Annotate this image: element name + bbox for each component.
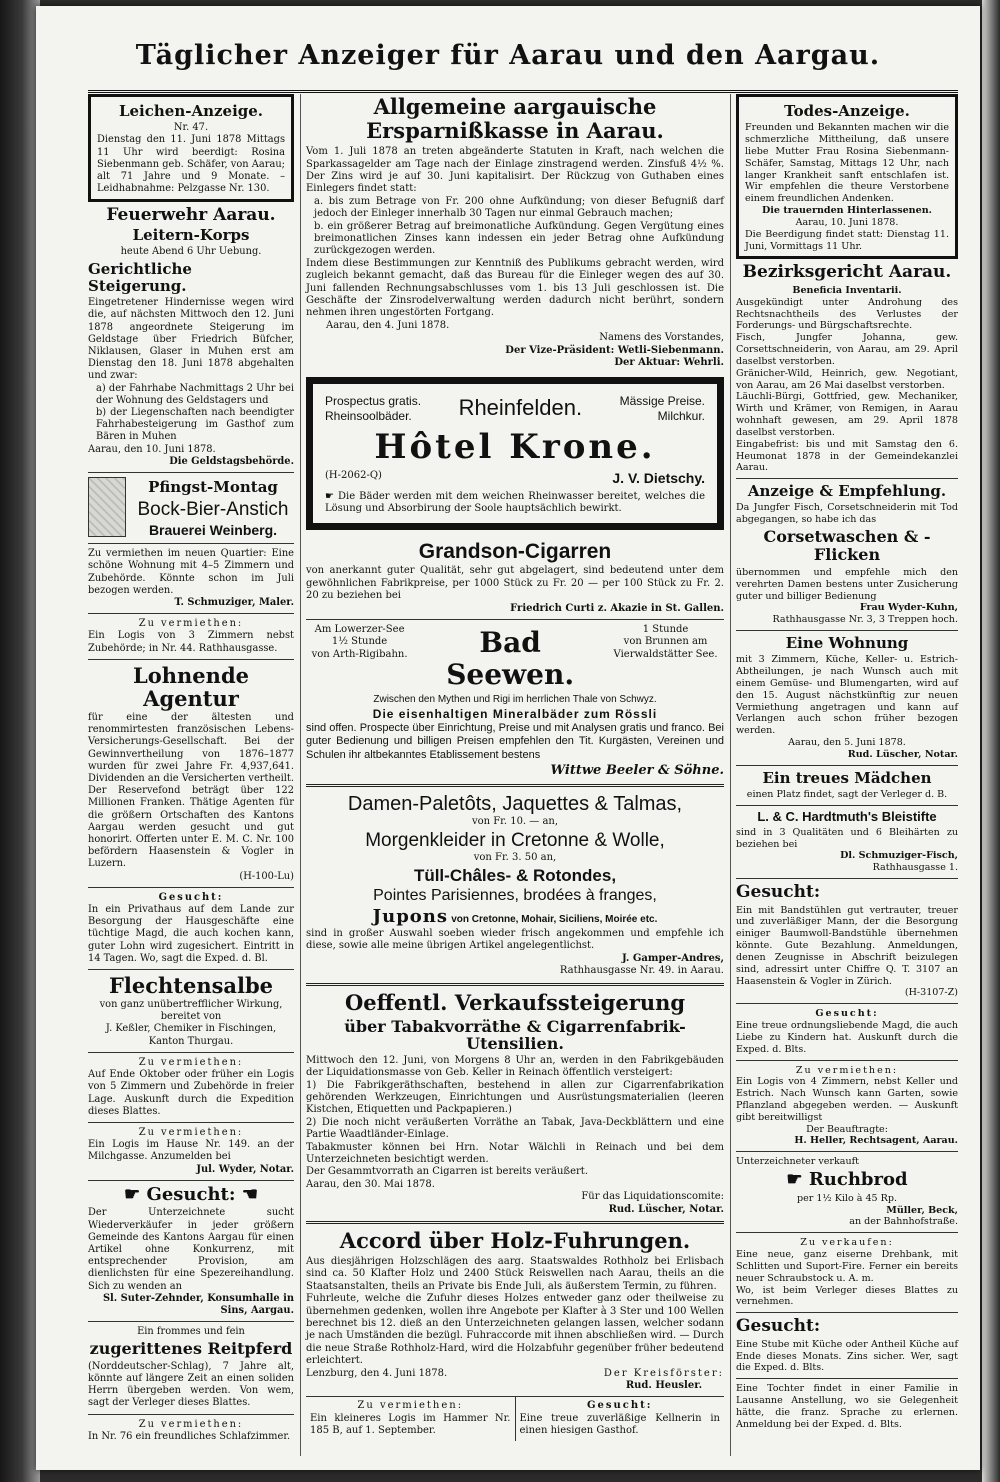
- damen-title3: Tüll-Châles- & Rotondes,: [413, 865, 617, 885]
- verkauf-s1: Für das Liquidationscomite:: [581, 1191, 724, 1203]
- gesucht3-ref: (H-3107-Z): [904, 987, 958, 999]
- verkaufen-title: Zu verkaufen:: [800, 1237, 894, 1249]
- divider: [736, 1312, 958, 1313]
- bock-bier-ad: [88, 477, 294, 539]
- gesucht2-text: Der Unterzeichnete sucht Wiederverkäufer in jeder größern Gemeinde des Kantons Aargau für einen Artikel ohne Konkurrenz, mit entsprechender Provision, am dienlichsten für eine Spezereihandlung. Sich zu wenden an: [88, 1207, 294, 1292]
- ersparnis-text2: Indem diese Bestimmungen zur Kenntniß des Publikums gebracht werden, wird zugleich bekannt gemacht, daß das Bureau für die Einleger wegen des auf 30. Juni fallenden Rechnungsabschlusses vom 1. bis 13 Juli geschlossen ist. Die Geschäfte der Zinsrodelverwaltung werden dadurch nicht berührt, sondern nehmen ihren ungestörten Fortgang.: [306, 257, 724, 319]
- verkaufen-text: Eine neue, ganz eiserne Drehbank, mit Schlitten und Suport-Fire. Ferner ein bereits neuer Schraubstock u. A. m.: [736, 1249, 958, 1284]
- feuerwehr-text: heute Abend 6 Uhr Uebung.: [120, 246, 262, 258]
- accord-s2: Rud. Heusler.: [625, 1380, 703, 1391]
- damen-text: sind in großer Auswahl soeben wieder frisch angekommen und empfehle ich diese, sowie alle meine übrigen Artikel angelegentlichst.: [306, 927, 724, 952]
- divider: [736, 765, 958, 766]
- bl-text: Ein kleineres Logis im Hammer Nr. 185 B, auf 1. September.: [310, 1412, 511, 1437]
- divider: [736, 1151, 958, 1152]
- agentur-title: Lohnende Agentur: [133, 662, 249, 711]
- reitpferd-title: zugerittenes Reitpferd: [89, 1339, 293, 1359]
- divider: [88, 1414, 294, 1415]
- feuerwehr-title: Feuerwehr Aarau.: [106, 205, 276, 226]
- bezirk-p2: Gränicher-Wild, Heinrich, gew. Negotiant, von Aarau, am 26 Mai daselbst verstorben.: [736, 367, 958, 391]
- bock-subtitle: Bock-Bier-Anstich: [137, 499, 289, 521]
- seewen-right: [607, 624, 724, 661]
- divider: [736, 478, 958, 479]
- gesucht3-title: Gesucht:: [736, 882, 821, 903]
- damen-title: Damen-Paletôts, Jaquettes & Talmas,: [347, 792, 683, 815]
- damen-addr: Rathhausgasse Nr. 49. in Aarau.: [559, 965, 724, 977]
- krone-left: [325, 394, 421, 424]
- bleistift-sign: Dl. Schmuziger-Fisch,: [840, 850, 958, 862]
- damen-title4: Pointes Parisiennes, brodées à franges,: [373, 886, 657, 904]
- divider: [306, 983, 724, 986]
- wohnung-text: mit 3 Zimmern, Küche, Keller- u. Estrich-Abtheilungen, je nach Wunsch auch mit einem Gemüse- und Blumengarten, wird auf den 15. August nächstkünftig zur neuen Vermiethung angetragen und kann auf Verlangen auch schon früher bezogen werden.: [736, 654, 958, 737]
- accord-footer: [306, 1368, 724, 1393]
- ruchbrod-sign: Müller, Beck,: [886, 1204, 958, 1216]
- todes-date: Aarau, 10. Juni 1878.: [795, 216, 899, 228]
- bottom-right-ad: [515, 1397, 725, 1440]
- anzeige-sign: Frau Wyder-Kuhn,: [859, 602, 958, 614]
- br-text: Eine treue zuverläßige Kellnerin in einen hiesigen Gasthof.: [519, 1412, 720, 1437]
- maedchen-title: Ein treues Mädchen: [762, 768, 932, 787]
- seewen-r3: Vierwaldstätter See.: [613, 648, 718, 660]
- divider: [88, 543, 294, 544]
- quartier-sign: T. Schmuziger, Maler.: [174, 596, 294, 608]
- seewen-head: Die eisenhaltigen Mineralbäder zum Rössli: [372, 706, 658, 721]
- gesucht1-title: Gesucht:: [158, 891, 224, 903]
- krone-owner: J. V. Dietschy.: [612, 470, 705, 487]
- logis3-title: Zu vermiethen:: [138, 1126, 244, 1138]
- divider: [88, 969, 294, 970]
- krone-center: Rheinfelden.: [458, 395, 583, 421]
- masthead: Täglicher Anzeiger für Aarau und den Aargau.: [135, 40, 881, 71]
- bleistift-text: sind in 3 Qualitäten und 6 Bleihärten zu beziehen bei: [736, 826, 958, 850]
- verkauf-p4: Der Gesammtvorrath an Cigarren ist bereits veräußert.: [306, 1166, 588, 1178]
- logis3-text: Ein Logis im Hause Nr. 149. an der Milchgasse. Anzumelden bei: [88, 1139, 294, 1163]
- bezirk-title: Bezirksgericht Aarau.: [742, 262, 952, 283]
- seewen-left: [306, 624, 413, 661]
- column-center: [306, 92, 724, 1441]
- divider: [736, 630, 958, 631]
- br-title: Gesucht:: [587, 1400, 653, 1412]
- krone-right: [620, 394, 705, 424]
- ersparnis-s2: Der Vize-Präsident: Wetli-Siebenmann.: [505, 344, 724, 356]
- verkauf-p2: 2) Die noch nicht veräußerten Vorräthe an Tabak, Java-Deckblättern und eine Partie Waadtländer-Einlage.: [306, 1116, 724, 1141]
- seewen-l3: von Arth-Rigibahn.: [311, 648, 408, 660]
- ersparnis-a: a. bis zum Betrage von Fr. 200 ohne Aufkündung; von dieser Befugniß darf jedoch der Einleger innerhalb 30 Tagen nur einmal Gebrauch machen;: [314, 195, 724, 220]
- krone-subline: [325, 470, 705, 487]
- verkauf-date: Aarau, den 30. Mai 1878.: [306, 1178, 435, 1190]
- pointing-hand-left-icon: ☚: [241, 1183, 258, 1205]
- newspaper-page: [36, 6, 980, 1470]
- column-left: [88, 92, 294, 1443]
- damen-p1: von Fr. 10. — an,: [471, 816, 559, 828]
- gesucht5-title: Gesucht:: [736, 1316, 821, 1337]
- todes-anzeige: [736, 94, 958, 259]
- krone-right2: Milchkur.: [657, 409, 705, 424]
- accord-title: Accord über Holz-Fuhrungen.: [339, 1227, 691, 1253]
- bezirk-p1: Fisch, Jungfer Johanna, gew. Corsettschneiderin, von Aarau, am 29. April daselbst verstorben.: [736, 332, 958, 367]
- ersparnis-title: Allgemeine aargauische Ersparnißkasse in Aarau.: [366, 94, 664, 144]
- accord-text2: Fuhrleute, welche die Zufuhr dieses Holzes entweder ganz oder theilweise zu übernehmen gedenken, wollen ihre Angebote per Klafter à 3 Ster und 100 Wellen berechnet bis 12. dieß an den Unterzeichneten gelangen lassen, welcher sodann je nach Umständen die bezügl. Fuhraccorde mit ihnen abschließen wird. — Durch die neue Straße Rothholz-Hard, wird die Holzabfuhr gegenüber früher bedeutend erleichtert.: [306, 1293, 724, 1367]
- pointing-hand-right-icon: ☛: [124, 1183, 141, 1205]
- todes-sign: Die trauernden Hinterlassenen.: [762, 205, 932, 217]
- accord-sign: [604, 1368, 724, 1393]
- divider: [88, 1180, 294, 1181]
- anzeige-addr: Rathhausgasse Nr. 3, 3 Treppen hoch.: [772, 614, 958, 626]
- verkaufen-text2: Wo, ist beim Verleger dieses Blattes zu vernehmen.: [736, 1284, 958, 1308]
- gesucht2-sign: Sl. Suter-Zehnder, Konsumhalle in Sins, Aargau.: [102, 1292, 294, 1317]
- logis3-sign: Jul. Wyder, Notar.: [196, 1163, 294, 1175]
- anzeige-title: Anzeige & Empfehlung.: [747, 482, 947, 501]
- accord-date: Lenzburg, den 4. Juni 1878.: [306, 1367, 448, 1379]
- ersparnis-text: Vom 1. Juli 1878 an treten abgeänderte Statuten in Kraft, nach welchen die Sparkassagelder am Tage nach der Einlage zinstragend werden. Zinsfuß 4½ %. Der Zins wird je auf 30. Juni kapitalisirt. Der Rückzug von Guthaben eines Einlegers findet statt:: [306, 146, 724, 195]
- bl-title: Zu vermiethen:: [357, 1400, 464, 1412]
- column-rule-1: [300, 94, 301, 1456]
- anzeige-text: Da Jungfer Fisch, Corsetschneiderin mit Tod abgegangen, so habe ich das: [736, 502, 958, 526]
- divider: [88, 1052, 294, 1053]
- seewen-sign: Wittwe Beeler & Söhne.: [550, 762, 724, 778]
- maedchen-text: einen Platz findet, sagt der Verleger d. B.: [746, 788, 948, 800]
- quartier-text: Zu vermiethen im neuen Quartier: Eine schöne Wohnung mit 4–5 Zimmern und Zubehörde. Könnte schon im Juli bezogen werden.: [88, 548, 294, 596]
- gesucht2-title: Gesucht:: [146, 1183, 236, 1205]
- bock-title: Pfingst-Montag: [148, 477, 278, 496]
- divider: [736, 878, 958, 879]
- ruchbrod-title: Ruchbrod: [808, 1169, 908, 1191]
- verkauf-s2: Rud. Lüscher, Notar.: [608, 1203, 724, 1215]
- steigerung-a: a) der Fahrhabe Nachmittags 2 Uhr bei der Wohnung des Geldstagers und: [96, 382, 294, 406]
- verkauf-title: Oeffentl. Verkaufssteigerung: [344, 989, 686, 1015]
- ersparnis-b: b. ein größerer Betrag auf breimonatliche Aufkündung. Gegen Vergütung eines breimonatlichen Zinses kann indessen ein jeder Betrag ohne Aufkündung zurückgezogen werden.: [314, 220, 724, 257]
- verkauf-p1: 1) Die Fabrikgeräthschaften, bestehend in allen zur Cigarrenfabrikation gehörenden Werkzeugen, Einrichtungen und Ausrüstungsmaterialien (leeren Kistchen, Etiquetten und Packpapieren.): [306, 1079, 724, 1116]
- steigerung-text: Eingetretener Hindernisse wegen wird die, auf nächsten Mittwoch den 12. Juni 1878 angeordnete Steigerung im Geldstage über Friedrich Büfcher, Niklausen, Glaser in Muhen erst am Dienstag den 18. Juni 1878 abgehalten und zwar:: [88, 297, 294, 382]
- steigerung-date: Aarau, den 10. Juni 1878.: [88, 443, 216, 455]
- logis4-title: Zu vermiethen:: [138, 1418, 244, 1430]
- todes-text2: Die Beerdigung findet statt: Dienstag 11. Juni, Vormittags 11 Uhr.: [745, 228, 949, 252]
- gesucht4-text: Eine treue ordnungsliebende Magd, die auch Liebe zu Kindern hat. Auskunft durch die Exped. d. Blts.: [736, 1020, 958, 1055]
- accord-text: Aus diesjährigen Holzschlägen des aarg. Staatswaldes Rothholz bei Erlisbach sind ca. 50 Klafter Holz und 2400 Stück Reiswellen nach Aarau, theils an die Staatsanstalten, theils an Private bis Ende Juli, als äußerstem Termin, zu führen.: [306, 1256, 724, 1292]
- anzeige-text2: übernommen und empfehle mich den verehrten Damen bestens unter Zusicherung guter und billiger Bedienung: [736, 566, 958, 602]
- ruchbrod-intro: Unterzeichneter verkauft: [736, 1156, 859, 1168]
- seewen-r1: 1 Stunde: [642, 624, 689, 636]
- logis5-s1: Der Beauftragte:: [806, 1123, 888, 1135]
- divider: [736, 1232, 958, 1233]
- krone-title: Hôtel Krone.: [374, 427, 656, 468]
- wohnung-sign: Rud. Lüscher, Notar.: [847, 748, 958, 760]
- seewen-r2: von Brunnen am: [623, 636, 708, 648]
- gesucht4-title: Gesucht:: [815, 1008, 879, 1020]
- verkauf-title2: über Tabakvorräthe & Cigarrenfabrik-Utensilien.: [344, 1016, 686, 1054]
- bottom-split: [306, 1396, 724, 1440]
- verkauf-p3: Tabakmuster können bei Hrn. Notar Wälchli in Reinach und bei dem Unterzeichneten besichtigt werden.: [306, 1141, 724, 1165]
- logis5-text: Ein Logis von 4 Zimmern, nebst Keller und Estrich. Nach Wunsch kann Garten, sowie Pflanzland abgegeben werden. — Auskunft gibt bereitwilligst: [736, 1076, 958, 1123]
- damen-title2: Morgenkleider in Cretonne & Wolle,: [365, 829, 665, 851]
- krone-left1: Prospectus gratis.: [325, 394, 422, 409]
- feuerwehr-subtitle: Leitern-Korps: [132, 226, 250, 245]
- divider: [736, 1378, 958, 1379]
- krone-left2: Rheinsoolbäder.: [325, 409, 412, 424]
- flechten-sign: J. Keßler, Chemiker in Fischingen, Kanton Thurgau.: [105, 1023, 277, 1047]
- ersparnis-s3: Der Aktuar: Wehrli.: [614, 356, 724, 368]
- gesucht1-text: In ein Privathaus auf dem Lande zur Besorgung der Hausgeschäfte eine tüchtige Magd, die auch kochen kann, guter Lohn wird zugesichert. Eintritt in 14 Tagen. Wo, sagt die Exped. d. Bl.: [88, 903, 294, 964]
- bleistift-title: L. & C. Hardtmuth's Bleistifte: [757, 808, 937, 824]
- bezirk-p4: Eingabefrist: bis und mit Samstag den 6. Heumonat 1878 in der Gemeindekanzlei Aarau.: [736, 438, 958, 474]
- flechten-title: Flechtensalbe: [108, 972, 274, 998]
- anzeige-title2: Corsetwaschen & -Flicken: [763, 527, 931, 565]
- divider: [306, 1221, 724, 1224]
- reitpferd-text: (Norddeutscher-Schlag), 7 Jahre alt, könnte auf längere Zeit an einen soliden Herrn übergeben werden. Von wem, sagt der Verleger dieses Blattes.: [88, 1360, 294, 1409]
- jupons-title: Jupons: [372, 905, 449, 927]
- pointing-hand-right-icon: ☛: [786, 1169, 803, 1191]
- column-rule-2: [730, 94, 731, 1456]
- tochter-text: Eine Tochter findet in einer Familie in Lausanne Anstellung, wo sie Gelegenheit hätte, die franz. Sprache zu erlernen. Anmeldung bei der Exped. d. Blts.: [736, 1383, 958, 1430]
- steigerung-title: Gerichtliche Steigerung.: [88, 259, 192, 295]
- bleistift-addr: Rathhausgasse 1.: [872, 862, 958, 874]
- logis5-s2: H. Heller, Rechtsagent, Aarau.: [794, 1135, 958, 1147]
- wohnung-title: Eine Wohnung: [785, 633, 909, 652]
- divider: [88, 887, 294, 888]
- seewen-title: Bad Seewen.: [446, 626, 575, 692]
- bezirk-p3: Läuchli-Bürgi, Gottfried, gew. Mechaniker, Wirth und Krämer, von Remigen, in Aarau wohnhaft gewesen, am 29. April 1878 daselbst verstorben.: [736, 391, 958, 438]
- flechten-text: von ganz unübertrefflicher Wirkung, bereitet von: [99, 999, 283, 1023]
- divider: [306, 784, 724, 787]
- jupons-line: [306, 906, 724, 928]
- seewen-header: [306, 624, 724, 694]
- logis1-title: Zu vermiethen:: [138, 618, 244, 630]
- column-right: [736, 92, 958, 1431]
- gesucht5-text: Eine Stube mit Küche oder Antheil Küche auf Ende dieses Monats. Zins sicher. Wer, sagt die Exped. d. Blts.: [736, 1338, 958, 1374]
- grandson-title: Grandson-Cigarren: [418, 540, 612, 564]
- reitpferd-intro: Ein frommes und fein: [137, 1326, 245, 1338]
- jupons-rest: von Cretonne, Mohair, Siciliens, Moirée etc.: [451, 913, 658, 925]
- krone-header: [325, 394, 705, 424]
- goat-illustration-icon: [88, 477, 126, 537]
- seewen-l1: Am Lowerzer-See: [314, 624, 405, 636]
- book-binding: [0, 0, 40, 1482]
- grandson-text: von anerkannt guter Qualität, sehr gut abgelagert, sind bedeutend unter dem gewöhnlichen Fabrikpreise, per 1000 Stück zu Fr. 20 — per 100 Stück zu Fr. 2. 20 zu beziehen bei: [306, 565, 724, 602]
- krone-text: Die Bäder werden mit dem weichen Rheinwasser bereitet, welches die Lösung und Absorbirung der Soole hauptsächlich bewirkt.: [325, 490, 705, 514]
- logis4-text: In Nr. 76 ein freundliches Schlafzimmer.: [88, 1430, 291, 1442]
- leichen-anzeige: [88, 94, 294, 202]
- logis2-title: Zu vermiethen:: [138, 1056, 244, 1068]
- logis2-text: Auf Ende Oktober oder früher ein Logis von 5 Zimmern und Zubehörde in freier Lage. Auskunft durch die Expedition dieses Blattes.: [88, 1069, 294, 1117]
- seewen-sub: Zwischen den Mythen und Rigi im herrlichen Thale von Schwyz.: [373, 694, 657, 706]
- page-edge: [982, 0, 1000, 1482]
- logis1-text: Ein Logis von 3 Zimmern nebst Zubehörde; in Nr. 44. Rathhausgasse.: [88, 630, 294, 654]
- todes-text: Freunden und Bekannten machen wir die schmerzliche Mittheilung, daß unsere liebe Mutter Frau Rosina Siebenmann-Schäfer, Samstag, Mittags 12 Uhr, nach langer Krankheit sanft entschlafen ist. Wir empfehlen die theure Verstorbene einem freundlichen Andenken.: [745, 122, 949, 205]
- damen-p2: von Fr. 3. 50 an,: [473, 852, 557, 864]
- ruchbrod-addr: an der Bahnhofstraße.: [849, 1216, 958, 1228]
- divider: [88, 613, 294, 614]
- verkauf-text: Mittwoch den 12. Juni, von Morgens 8 Uhr an, werden in den Fabrikgebäuden der Liquidationsmasse von Geb. Keller in Reinach öffentlich versteigert:: [306, 1054, 724, 1079]
- wohnung-date: Aarau, den 5. Juni 1878.: [788, 737, 906, 749]
- divider: [736, 1003, 958, 1004]
- agentur-ref: (H-100-Lu): [239, 870, 294, 882]
- bezirk-sub: Beneficia Inventarii.: [792, 284, 902, 296]
- krone-ref: (H-2062-Q): [325, 470, 382, 482]
- steigerung-sign: Die Geldstagsbehörde.: [169, 455, 294, 467]
- krone-right1: Mässige Preise.: [619, 394, 705, 409]
- damen-sign: J. Gamper-Andres,: [621, 952, 724, 964]
- leichen-text: Dienstag den 11. Juni 1878 Mittags 11 Uhr wird beerdigt: Rosina Siebenmann geb. Schäfer, von Aarau; alt 71 Jahre und 9 Monate. – Leidhabnahme: Pelzgasse Nr. 130.: [97, 134, 285, 195]
- accord-s1: Der Kreisförster:: [603, 1367, 724, 1379]
- divider: [88, 1122, 294, 1123]
- divider: [88, 1321, 294, 1322]
- divider: [736, 1060, 958, 1061]
- bottom-left-ad: [306, 1397, 515, 1440]
- seewen-text: sind offen. Prospecte über Einrichtung, Preise und mit Analysen gratis und franco. Bei guter Bedienung und billigen Preisen empfehlen den Tit. Kurgästen, Vereinen und Schulen ihr altbekanntes Etablissement bestens: [306, 721, 724, 761]
- leichen-title: Leichen-Anzeige.: [118, 102, 264, 120]
- ersparnis-s1: Namens des Vorstandes,: [599, 332, 724, 344]
- ruchbrod-text: per 1½ Kilo à 45 Rp.: [797, 1192, 897, 1204]
- agentur-text: für eine der ältesten und renommirtesten französischen Lebens-Versicherungs-Gesellschaft. Bei der Gewinnvertheilung von 1876–1877 wurden für zwei Jahre Fr. 4,937,641. Dividenden an die Versicherten vertheilt. Der Reservefond beträgt über 122 Millionen Franken. Thätige Agenten für die größern Ortschaften des Kantons Aargau werden gesucht und gut honorirt. Offerten unter E. M. C. Nr. 100 befördern Haasenstein & Vogler in Luzern.: [88, 711, 294, 870]
- bock-brewery: Brauerei Weinberg.: [148, 521, 278, 538]
- krone-text-line: [325, 491, 705, 516]
- logis5-title: Zu vermiethen:: [795, 1064, 899, 1076]
- bezirk-text: Ausgekündigt unter Androhung des Rechtsnachtheils des Verlustes der Forderungs- und Bürgschaftsrechte.: [736, 296, 958, 332]
- grandson-sign: Friedrich Curti z. Akazie in St. Gallen.: [510, 602, 724, 614]
- steigerung-b: b) der Liegenschaften nach beendigter Fahrhabesteigerung im Gasthof zum Bären in Muhen: [96, 406, 294, 443]
- pointing-hand-icon: ☛: [325, 490, 338, 502]
- leichen-nr: Nr. 47.: [173, 122, 209, 134]
- divider: [736, 805, 958, 806]
- divider: [88, 472, 294, 473]
- divider: [306, 619, 724, 620]
- gesucht2-heading: [88, 1185, 294, 1206]
- ruchbrod-heading: [736, 1170, 958, 1191]
- seewen-l2: 1½ Stunde: [331, 636, 388, 648]
- gesucht3-text: Ein mit Bandstühlen gut vertrauter, treuer und zuverläßiger Mann, der die Besorgung einiger Baumwoll-Bandstühle übernehmen könnte. Gute Bezahlung. Anmeldungen, denen Zeugnisse in Abschrift beizulegen sind, adressirt unter Chiffre Q. T. 3107 an Haasenstein & Vogler in Zürich.: [736, 904, 958, 987]
- todes-title: Todes-Anzeige.: [784, 102, 910, 120]
- divider: [88, 659, 294, 660]
- hotel-krone-ad: [306, 377, 724, 530]
- ersparnis-date: Aarau, den 4. Juni 1878.: [326, 319, 450, 331]
